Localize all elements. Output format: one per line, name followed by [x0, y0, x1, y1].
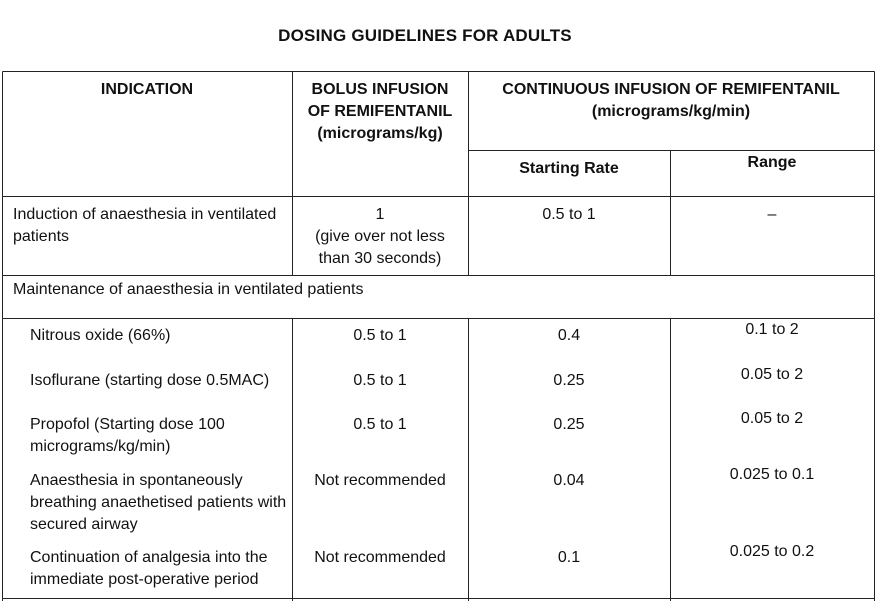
induction-bolus: 1 (give over not less than 30 seconds)	[315, 206, 445, 267]
table-row-starting-rate: 0.1	[557, 549, 581, 566]
header-bolus: BOLUS INFUSION OF REMIFENTANIL (micrograms/kg)	[307, 81, 453, 142]
table-row-range: 0.05 to 2	[740, 366, 804, 383]
table-row-range: 0.025 to 0.2	[729, 543, 815, 560]
induction-range: –	[767, 206, 777, 223]
induction-starting-rate: 0.5 to 1	[542, 206, 596, 223]
table-row-range: 0.05 to 2	[740, 410, 804, 427]
table-row-bolus: Not recommended	[314, 472, 446, 489]
table-row-starting-rate: 0.25	[553, 416, 585, 433]
page-title: DOSING GUIDELINES FOR ADULTS	[278, 26, 572, 45]
table-row-indication: Isoflurane (starting dose 0.5MAC)	[30, 372, 270, 389]
table-row-indication: Nitrous oxide (66%)	[30, 327, 171, 344]
header-indication: INDICATION	[100, 81, 194, 98]
induction-indication: Induction of anaesthesia in ventilated patients	[13, 206, 277, 245]
table-row-bolus: 0.5 to 1	[353, 327, 407, 344]
header-starting-rate: Starting Rate	[519, 160, 619, 177]
table-row-range: 0.025 to 0.1	[729, 466, 815, 483]
table-row-range: 0.1 to 2	[745, 321, 799, 338]
header-range: Range	[747, 154, 797, 171]
table-row-indication: Propofol (Starting dose 100 micrograms/kg/min)	[30, 416, 225, 455]
table-row-bolus: 0.5 to 1	[353, 372, 407, 389]
table-row-bolus: 0.5 to 1	[353, 416, 407, 433]
table-row-bolus: Not recommended	[314, 549, 446, 566]
table-row-indication: Anaesthesia in spontaneously breathing anaethetised patients with secured airway	[30, 472, 287, 533]
table-row-starting-rate: 0.4	[557, 327, 581, 344]
header-continuous: CONTINUOUS INFUSION OF REMIFENTANIL (micrograms/kg/min)	[502, 81, 840, 120]
table-row-starting-rate: 0.25	[553, 372, 585, 389]
maintenance-heading: Maintenance of anaesthesia in ventilated patients	[13, 281, 364, 298]
table-row-starting-rate: 0.04	[553, 472, 585, 489]
table-row-indication: Continuation of analgesia into the immediate post-operative period	[30, 549, 268, 588]
